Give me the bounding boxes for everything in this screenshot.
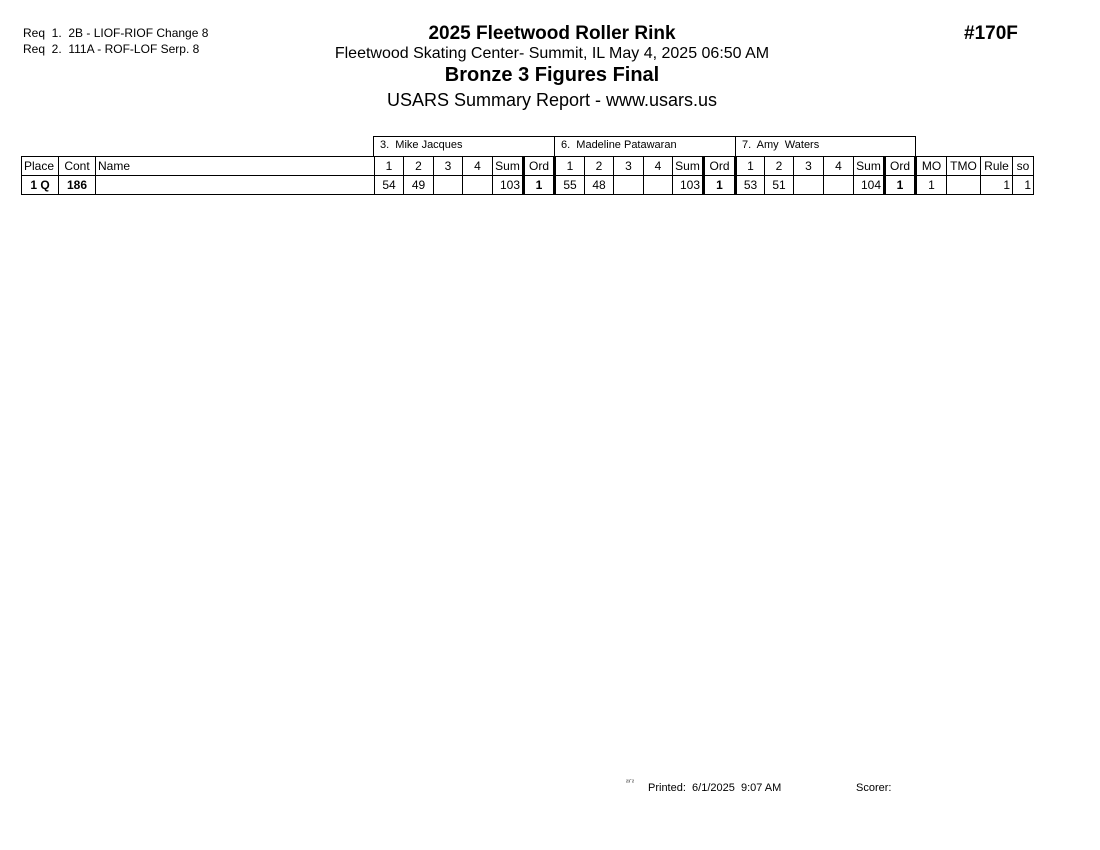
col-j3-ord: Ord (885, 157, 916, 176)
j3-fig1-score: 53 (736, 176, 765, 195)
col-j2-fig4: 4 (644, 157, 673, 176)
event-title: Bronze 3 Figures Final (444, 64, 660, 86)
col-j2-sum: Sum (673, 157, 704, 176)
col-j3-sum: Sum (854, 157, 885, 176)
col-j1-fig2: 2 (404, 157, 434, 176)
col-so: so (1013, 157, 1034, 176)
scorer-label: Scorer: (856, 782, 892, 794)
venue-date-line: Fleetwood Skating Center- Summit, IL May 4, 2025 06:50 AM (334, 45, 770, 62)
j3-ord: 1 (885, 176, 916, 195)
col-rule: Rule (981, 157, 1013, 176)
j2-fig2-score: 48 (585, 176, 614, 195)
place-cell: 1 Q (22, 176, 59, 195)
col-j2-ord: Ord (704, 157, 736, 176)
rule-cell: 1 (981, 176, 1013, 195)
col-j1-fig4: 4 (463, 157, 493, 176)
col-j3-fig3: 3 (794, 157, 824, 176)
printed-timestamp: Printed: 6/1/2025 9:07 AM (648, 782, 782, 794)
col-tmo: TMO (947, 157, 981, 176)
j1-fig1-score: 54 (375, 176, 404, 195)
col-mo: MO (916, 157, 947, 176)
judge-header-2: 6. Madeline Patawaran (554, 136, 736, 156)
col-j3-fig1: 1 (736, 157, 765, 176)
col-j3-fig4: 4 (824, 157, 854, 176)
table-header-row (22, 157, 1034, 176)
j1-sum: 103 (493, 176, 524, 195)
j1-ord: 1 (524, 176, 555, 195)
col-cont: Cont (59, 157, 96, 176)
col-name: Name (96, 157, 375, 176)
j2-fig3-score (614, 176, 644, 195)
report-title: USARS Summary Report - www.usars.us (386, 90, 718, 110)
j1-fig4-score (463, 176, 493, 195)
footer-mark: ²³´² (626, 780, 634, 786)
j2-sum: 103 (673, 176, 704, 195)
col-j1-sum: Sum (493, 157, 524, 176)
col-j2-fig1: 1 (555, 157, 585, 176)
mo-cell: 1 (916, 176, 947, 195)
j3-sum: 104 (854, 176, 885, 195)
event-code: #170F (964, 23, 1018, 44)
j1-fig2-score: 49 (404, 176, 434, 195)
tmo-cell (947, 176, 981, 195)
col-j2-fig3: 3 (614, 157, 644, 176)
judge-header-3: 7. Amy Waters (735, 136, 916, 156)
j2-ord: 1 (704, 176, 736, 195)
name-cell (96, 176, 375, 195)
col-j3-fig2: 2 (765, 157, 794, 176)
j2-fig4-score (644, 176, 673, 195)
results-table (21, 156, 1034, 195)
j3-fig2-score: 51 (765, 176, 794, 195)
j2-fig1-score: 55 (555, 176, 585, 195)
col-j1-fig3: 3 (434, 157, 463, 176)
judge-header-1: 3. Mike Jacques (373, 136, 555, 156)
table-row (22, 176, 1034, 195)
requirement-2: Req 2. 111A - ROF-LOF Serp. 8 (23, 42, 200, 56)
col-j1-ord: Ord (524, 157, 555, 176)
cont-cell: 186 (59, 176, 96, 195)
j3-fig4-score (824, 176, 854, 195)
competition-title: 2025 Fleetwood Roller Rink (428, 23, 676, 44)
col-j2-fig2: 2 (585, 157, 614, 176)
col-j1-fig1: 1 (375, 157, 404, 176)
j1-fig3-score (434, 176, 463, 195)
col-place: Place (22, 157, 59, 176)
requirement-1: Req 1. 2B - LIOF-RIOF Change 8 (23, 26, 209, 40)
so-cell: 1 (1013, 176, 1034, 195)
j3-fig3-score (794, 176, 824, 195)
